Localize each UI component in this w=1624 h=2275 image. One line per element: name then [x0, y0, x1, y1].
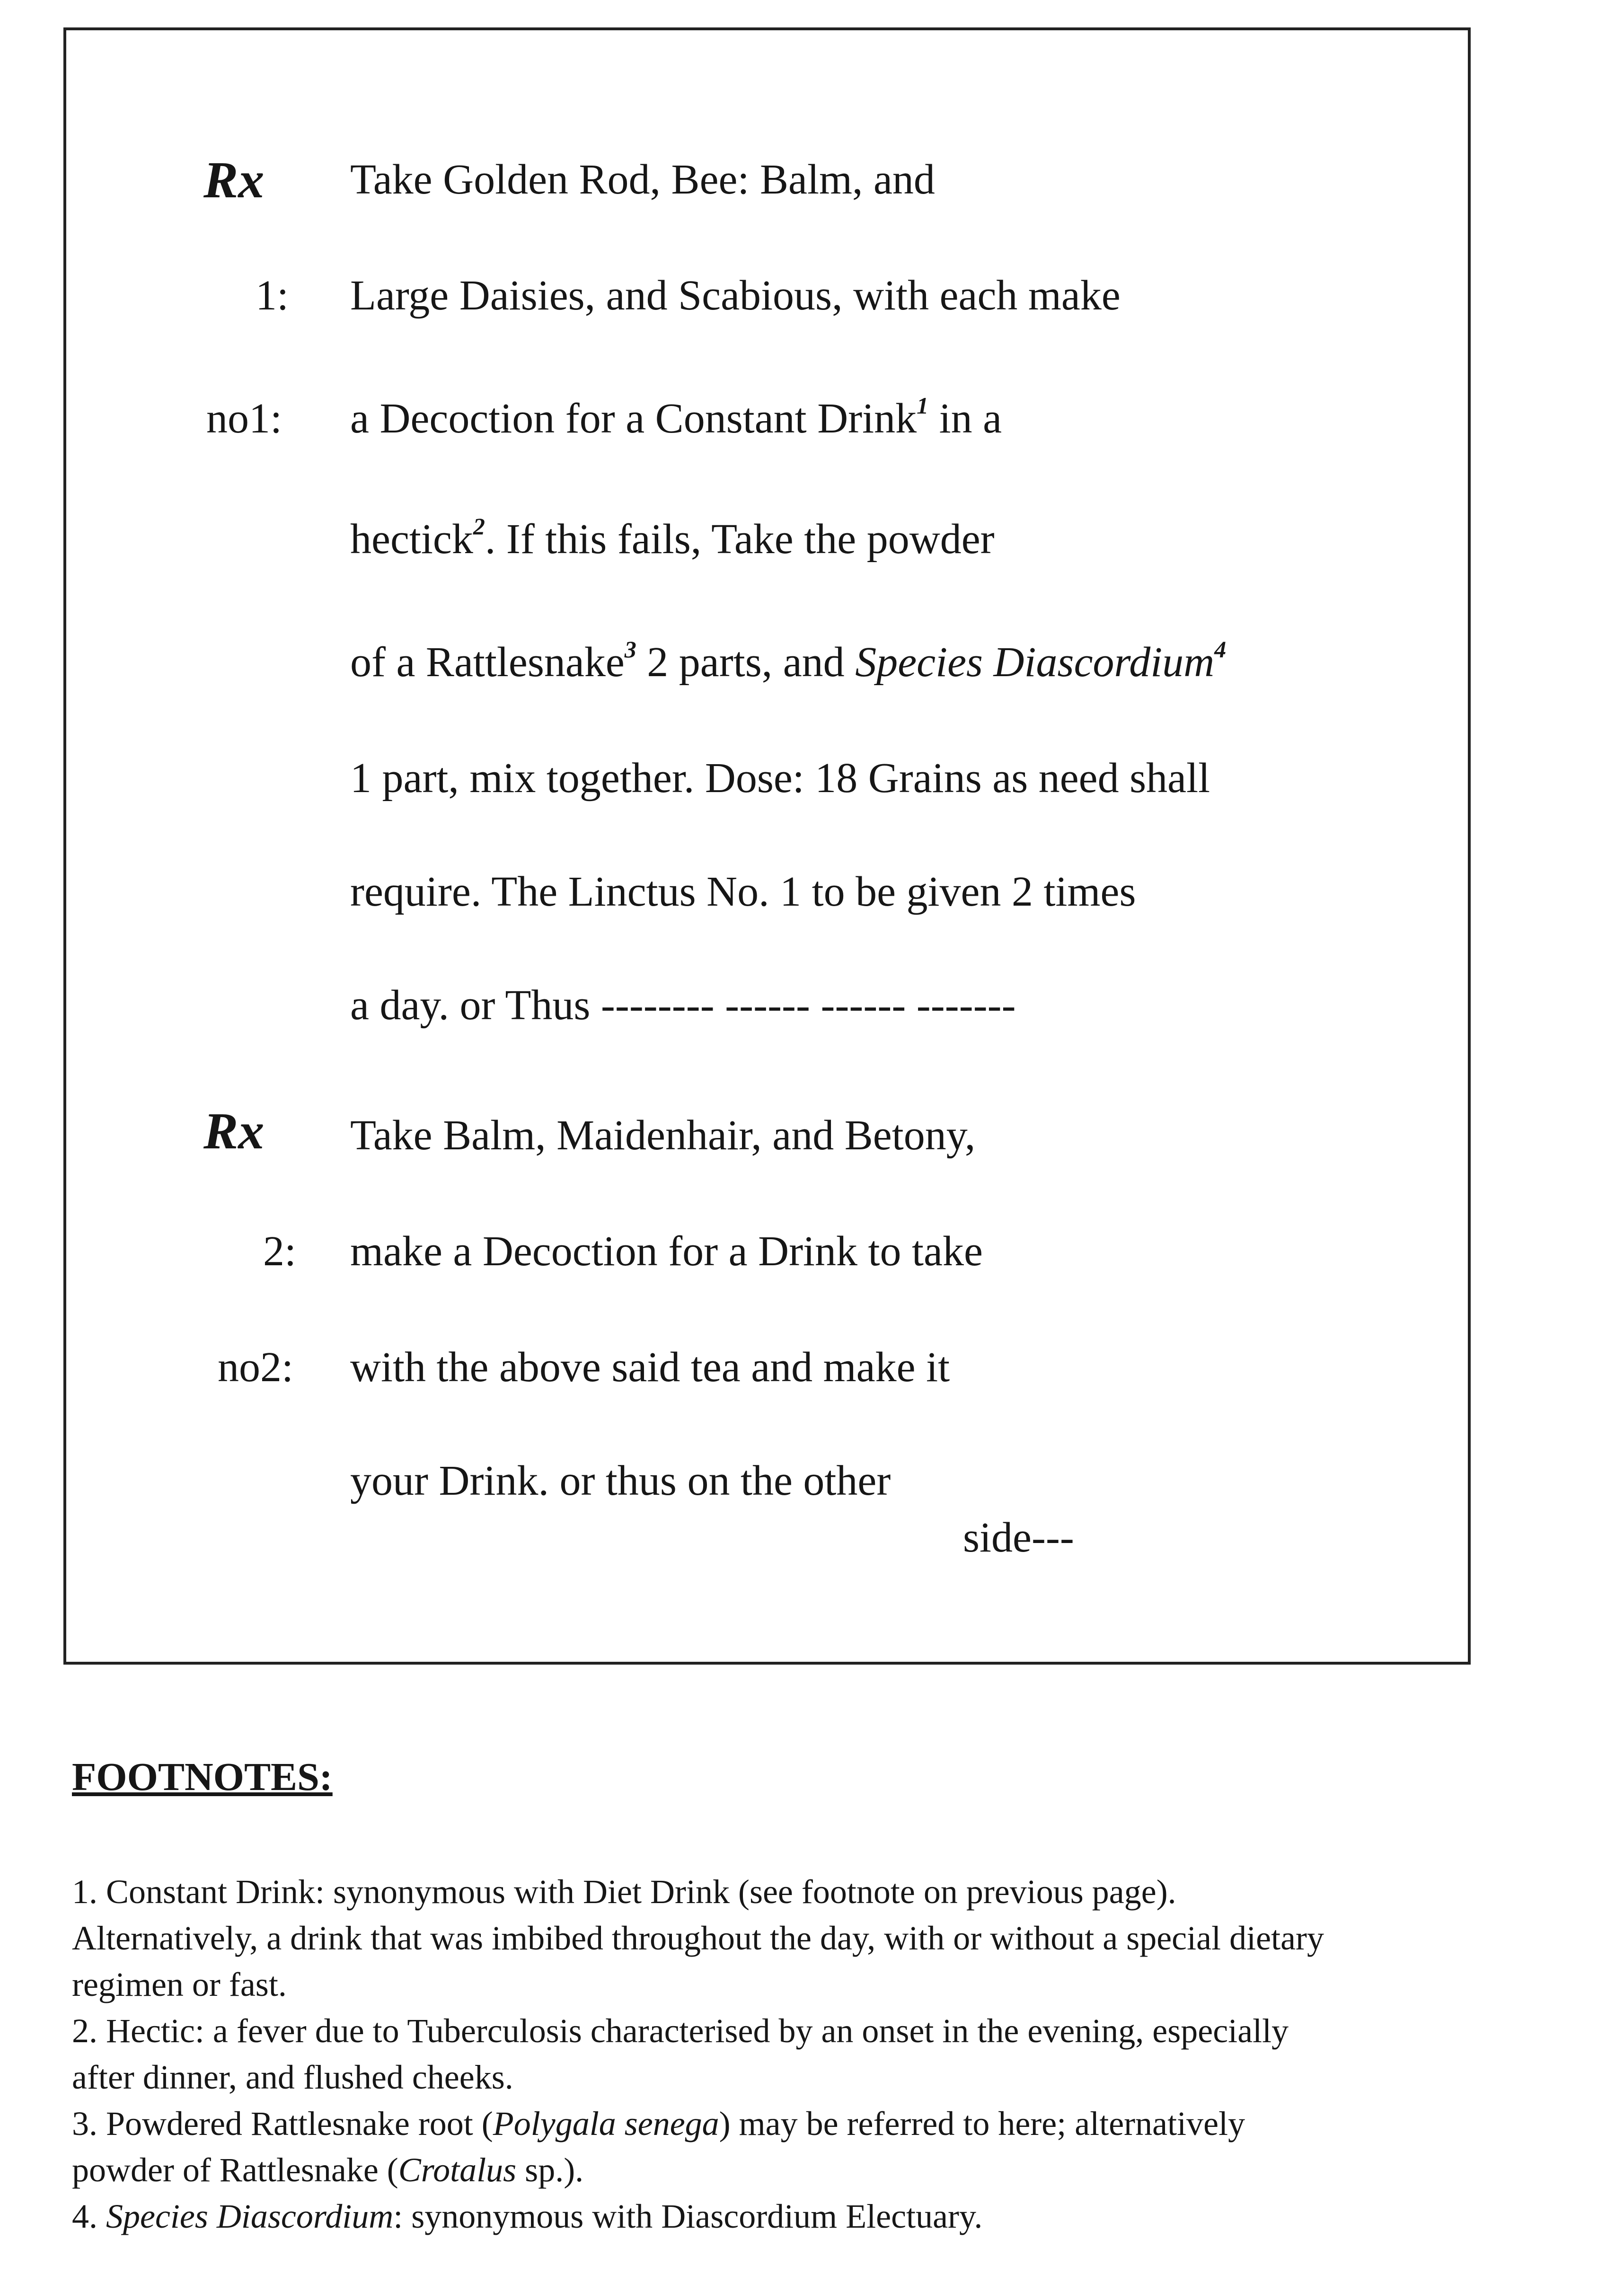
- rx2-line: [963, 1512, 1074, 1564]
- text-run: ) may be referred to here; alternatively: [719, 2105, 1245, 2143]
- footnote-line: [72, 1962, 287, 2007]
- text-run: 2. Hectic: a fever due to Tuberculosis characterised by an onset in the evening, especially: [72, 2012, 1289, 2050]
- text-run: require. The Linctus No. 1 to be given 2 times: [350, 868, 1136, 915]
- recipe-number-label-2: 2:: [263, 1228, 297, 1275]
- rx1-line: [350, 636, 1226, 688]
- footnotes-heading: FOOTNOTES:: [72, 1755, 333, 1799]
- text-run: of a Rattlesnake: [350, 639, 625, 686]
- footnote-reference: 2: [473, 513, 485, 539]
- italic-term: Species Diascordium: [106, 2197, 394, 2235]
- text-run: powder of Rattlesnake (: [72, 2151, 398, 2189]
- text-run: 4.: [72, 2197, 106, 2235]
- text-run: : synonymous with Diascordium Electuary.: [393, 2197, 983, 2235]
- footnote-line: [72, 2055, 513, 2100]
- text-run: Take Golden Rod, Bee: Balm, and: [350, 156, 935, 203]
- italic-term: Polygala senega: [493, 2105, 719, 2143]
- text-run: with the above said tea and make it: [350, 1344, 950, 1391]
- rx-symbol-1: Rx: [203, 151, 265, 209]
- rx2-line: [350, 1226, 983, 1278]
- recipe-number-label-1: 1:: [256, 272, 289, 319]
- rx2-line: [350, 1110, 975, 1162]
- text-run: a day. or Thus -------- ------ ------ -------: [350, 982, 1016, 1029]
- footnote-line: [72, 1869, 1176, 1914]
- footnote-line: [72, 2101, 1245, 2146]
- text-run: hectick: [350, 516, 473, 563]
- text-run: Large Daisies, and Scabious, with each make: [350, 272, 1121, 319]
- rx1-line: [350, 154, 935, 206]
- rx1-line: [350, 752, 1210, 804]
- text-run: your Drink. or thus on the other: [350, 1457, 891, 1504]
- rx-symbol-2: Rx: [203, 1102, 265, 1160]
- rx1-line: [350, 270, 1121, 322]
- text-run: 1 part, mix together. Dose: 18 Grains as need shall: [350, 755, 1210, 802]
- text-run: Take Balm, Maidenhair, and Betony,: [350, 1112, 976, 1159]
- text-run: after dinner, and flushed cheeks.: [72, 2058, 513, 2096]
- footnote-reference: 3: [624, 636, 636, 662]
- recipe-reference-label-1: no1:: [206, 395, 282, 442]
- text-run: 1. Constant Drink: synonymous with Diet Drink (see footnote on previous page).: [72, 1873, 1176, 1911]
- rx1-line: [350, 393, 1002, 445]
- text-run: Alternatively, a drink that was imbibed throughout the day, with or without a special dietary: [72, 1919, 1324, 1957]
- text-run: side---: [963, 1514, 1074, 1561]
- text-run: sp.).: [516, 2151, 584, 2189]
- italic-term: Species Diascordium: [855, 639, 1215, 686]
- rx1-line: [350, 979, 1016, 1032]
- text-run: in a: [928, 395, 1002, 442]
- rx1-line: [350, 513, 995, 565]
- footnote-line: [72, 2008, 1289, 2054]
- footnote-line: [72, 2147, 583, 2193]
- footnote-reference: 1: [917, 392, 929, 419]
- text-run: regimen or fast.: [72, 1966, 287, 2003]
- text-run: 3. Powdered Rattlesnake root (: [72, 2105, 493, 2143]
- recipe-reference-label-2: no2:: [218, 1344, 294, 1391]
- text-run: 2 parts, and: [636, 639, 856, 686]
- rx2-line: [350, 1341, 950, 1393]
- rx1-line: [350, 866, 1136, 918]
- text-run: a Decoction for a Constant Drink: [350, 395, 917, 442]
- text-run: make a Decoction for a Drink to take: [350, 1228, 983, 1275]
- footnote-reference: 4: [1214, 636, 1227, 662]
- text-run: . If this fails, Take the powder: [485, 516, 995, 563]
- rx2-line: [350, 1455, 891, 1507]
- footnote-line: [72, 1915, 1324, 1961]
- italic-term: Crotalus: [398, 2151, 517, 2189]
- footnote-line: [72, 2194, 982, 2239]
